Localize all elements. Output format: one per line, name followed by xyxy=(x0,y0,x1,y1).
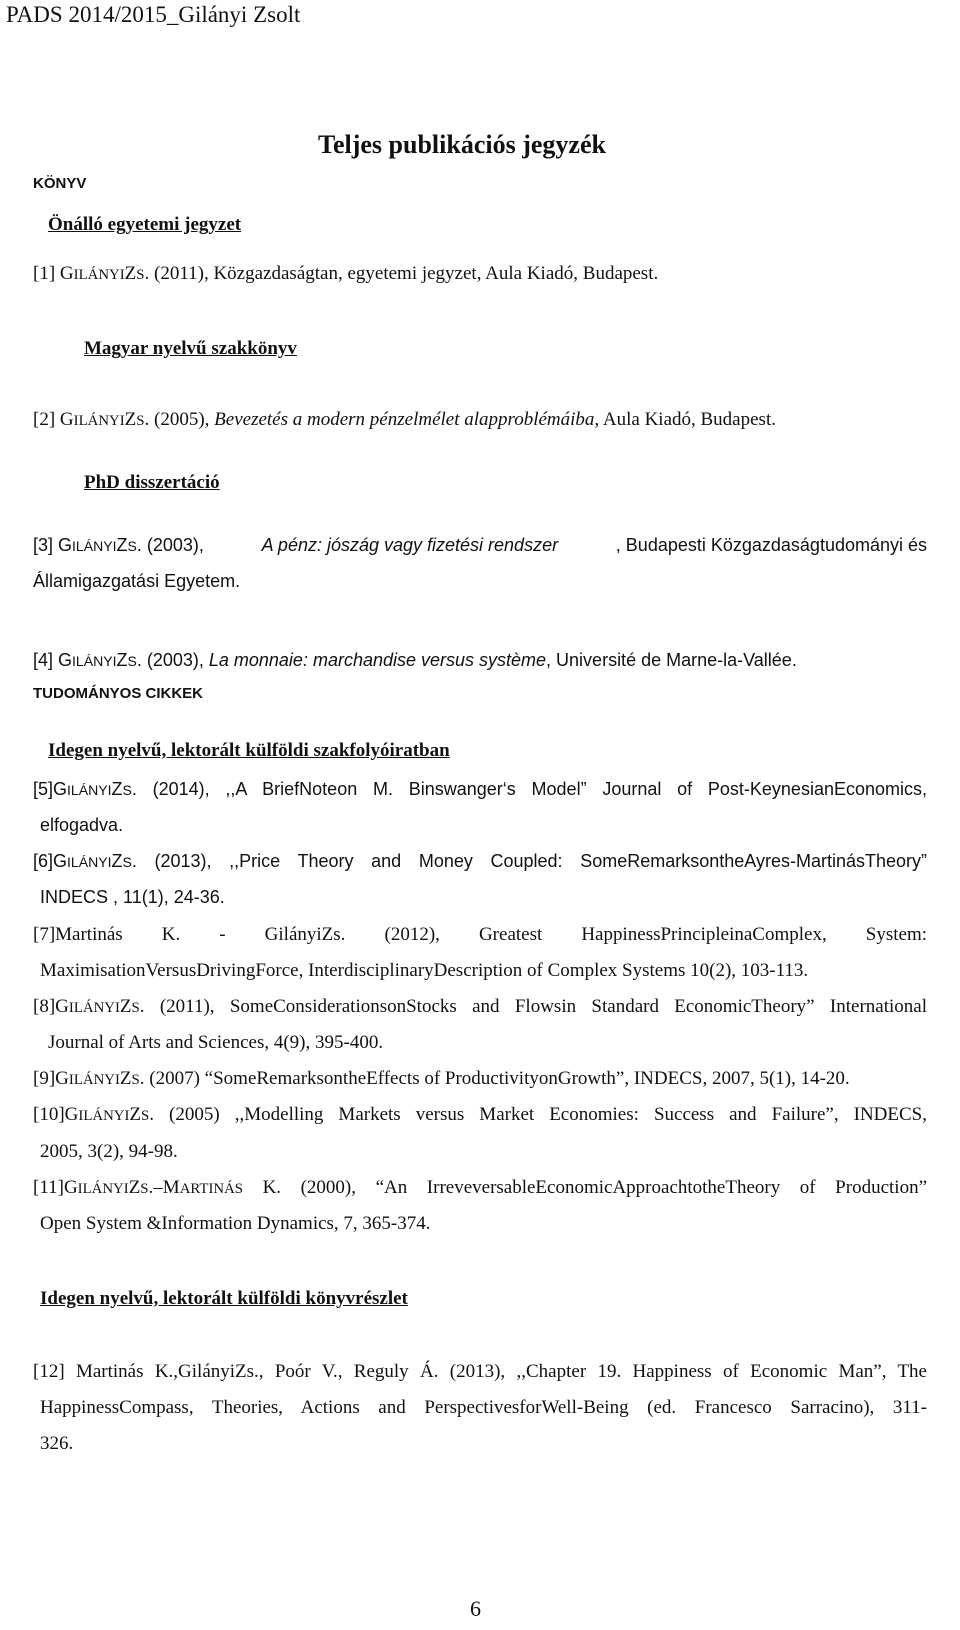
entry-3-head xyxy=(33,535,204,556)
entry-10-initial-sc: S xyxy=(141,1108,150,1124)
entry-4-author: ILÁNYI xyxy=(72,653,117,669)
entry-11-separator: .–M xyxy=(148,1177,180,1198)
entry-2-num: [2] G xyxy=(33,409,74,430)
entry-5-initial: Z xyxy=(111,779,123,799)
entry-2 xyxy=(33,409,776,431)
entry-10-line2: 2005, 3(2), 94-98. xyxy=(40,1141,178,1162)
entry-5-num: [5]G xyxy=(33,779,68,799)
entry-3-num: [3] G xyxy=(33,535,73,555)
entry-3-author: ILÁNYI xyxy=(72,538,117,554)
entry-5-line2: elfogadva. xyxy=(40,815,124,835)
entry-4-num: [4] G xyxy=(33,650,73,670)
entry-3-initial: Z xyxy=(116,535,128,555)
entry-9 xyxy=(33,1068,850,1090)
entry-9-author: ILÁNYI xyxy=(68,1072,120,1088)
entry-9-num: [9]G xyxy=(33,1068,69,1089)
subheading-magyar: Magyar nyelvű szakkönyv xyxy=(84,338,297,359)
entry-5-author: ILÁNYI xyxy=(67,782,112,798)
entry-8-initial-sc: S xyxy=(131,1000,140,1016)
entry-1-author: ILÁNYI xyxy=(73,267,125,283)
page-header: PADS 2014/2015_Gilányi Zsolt xyxy=(6,2,301,27)
entry-12-line2: HappinessCompass, Theories, Actions and PerspectivesforWell-Being (ed. Francesco Sarracino), 311- xyxy=(40,1397,927,1418)
subheading-idegen-konyvreszlet: Idegen nyelvű, lektorált külföldi könyvrészlet xyxy=(40,1288,408,1309)
entry-2-author: ILÁNYI xyxy=(73,413,125,429)
entry-3-initial-sc: S xyxy=(127,538,137,554)
entry-9-initial: Z xyxy=(119,1068,132,1089)
entry-5-line1 xyxy=(33,779,927,800)
entry-11-text: K. (2000), “An IrreveversableEconomicApproachtotheTheory of Production” xyxy=(243,1177,927,1198)
entry-6-initial: Z xyxy=(111,851,123,871)
entry-1-initial-sc: S xyxy=(136,267,145,283)
entry-8-num: [8]G xyxy=(33,996,69,1017)
entry-6-author: ILÁNYI xyxy=(67,854,112,870)
entry-4-institution: , Université de Marne-la-Vallée. xyxy=(546,650,797,670)
subheading-idegen-folyoirat: Idegen nyelvű, lektorált külföldi szakfolyóiratban xyxy=(48,740,450,761)
entry-4-initial-sc: S xyxy=(127,653,137,669)
entry-4 xyxy=(33,650,797,671)
entry-10-line1 xyxy=(33,1104,927,1126)
entry-4-year: . (2003), xyxy=(136,650,209,670)
entry-1-initial: Z xyxy=(124,263,137,284)
entry-10-author: ILÁNYI xyxy=(78,1108,130,1124)
entry-2-title: Bevezetés a modern pénzelmélet alapproblémáiba xyxy=(214,409,595,430)
entry-3-year: . (2003), xyxy=(136,535,204,555)
entry-6-line2: INDECS , 11(1), 24-36. xyxy=(40,887,225,907)
entry-8-author: ILÁNYI xyxy=(68,1000,120,1016)
entry-2-publisher: , Aula Kiadó, Budapest. xyxy=(594,409,776,430)
entry-6-num: [6]G xyxy=(33,851,68,871)
entry-12-line1: [12] Martinás K.,GilányiZs., Poór V., Reguly Á. (2013), ,,Chapter 19. Happiness of Economic Man”, The xyxy=(33,1361,927,1382)
entry-8-initial: Z xyxy=(119,996,132,1017)
subheading-phd: PhD disszertáció xyxy=(84,472,220,493)
entry-2-initial-sc: S xyxy=(136,413,145,429)
entry-9-text: . (2007) “SomeRemarksontheEffects of ProductivityonGrowth”, INDECS, 2007, 5(1), 14-20. xyxy=(139,1068,850,1089)
section-konyv: KÖNYV xyxy=(33,175,87,192)
entry-11-initial: Z xyxy=(128,1177,141,1198)
entry-8-text: . (2011), SomeConsiderationsonStocks and Flowsin Standard EconomicTheory” International xyxy=(139,996,927,1017)
subheading-onallo: Önálló egyetemi jegyzet xyxy=(48,214,242,235)
entry-6-line1 xyxy=(33,851,927,872)
entry-7-line1: [7]Martinás K. - GilányiZs. (2012), Greatest HappinessPrincipleinaComplex, System: xyxy=(33,924,927,945)
entry-8-line1 xyxy=(33,996,927,1018)
entry-11-line2: Open System &Information Dynamics, 7, 365-374. xyxy=(40,1213,431,1234)
entry-11-author: ILÁNYI xyxy=(77,1181,129,1197)
entry-1-text: . (2011), Közgazdaságtan, egyetemi jegyzet, Aula Kiadó, Budapest. xyxy=(144,263,659,284)
entry-3-line1 xyxy=(33,535,927,556)
entry-12-line3: 326. xyxy=(40,1433,74,1454)
entry-3-title: A pénz: jószág vagy fizetési rendszer xyxy=(261,535,559,555)
page-number: 6 xyxy=(470,1596,481,1621)
entry-3-institution: , Budapesti Közgazdaságtudományi és xyxy=(615,535,927,555)
entry-10-text: . (2005) ,,Modelling Markets versus Market Economies: Success and Failure”, INDECS, xyxy=(149,1104,927,1125)
entry-11-initial-sc: S xyxy=(140,1181,149,1197)
entry-1-num: [1] G xyxy=(33,263,74,284)
entry-6-text: . (2013), ,,Price Theory and Money Coupled: SomeRemarksontheAyres-MartinásTheory” xyxy=(131,851,927,871)
entry-2-initial: Z xyxy=(124,409,137,430)
entry-11-line1 xyxy=(33,1177,927,1199)
entry-10-initial: Z xyxy=(129,1104,142,1125)
entry-4-title: La monnaie: marchandise versus système xyxy=(208,650,547,670)
entry-1 xyxy=(33,263,658,285)
entry-11-coauthor: ARTINÁS xyxy=(179,1181,244,1197)
section-tudomanyos: TUDOMÁNYOS CIKKEK xyxy=(33,685,204,702)
entry-5-initial-sc: S xyxy=(122,782,132,798)
entry-9-initial-sc: S xyxy=(131,1072,140,1088)
entry-6-initial-sc: S xyxy=(122,854,132,870)
entry-3-line2: Államigazgatási Egyetem. xyxy=(33,571,241,591)
entry-5-text: . (2014), ,,A BriefNoteon M. Binswanger‘s Model” Journal of Post-KeynesianEconomics, xyxy=(131,779,927,799)
document-title: Teljes publikációs jegyzék xyxy=(318,130,606,159)
entry-11-num: [11]G xyxy=(33,1177,78,1198)
entry-7-line2: MaximisationVersusDrivingForce, InterdisciplinaryDescription of Complex Systems 10(2), 103-113. xyxy=(40,960,809,981)
entry-2-year: . (2005), xyxy=(144,409,215,430)
entry-4-initial: Z xyxy=(116,650,128,670)
entry-8-line2: Journal of Arts and Sciences, 4(9), 395-400. xyxy=(48,1032,384,1053)
entry-10-num: [10]G xyxy=(33,1104,79,1125)
